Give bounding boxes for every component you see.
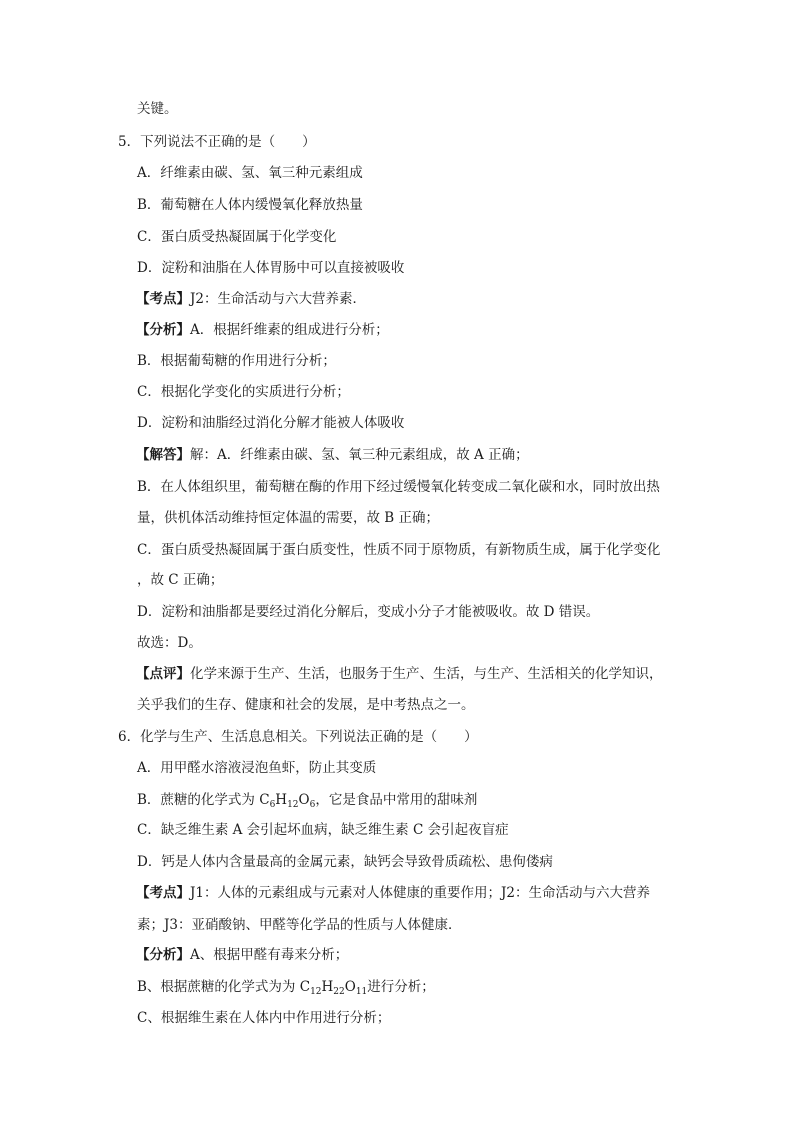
kaodian-line — [136, 883, 650, 903]
question-5-option-a: A．纤维素由碳、氢、氧三种元素组成 — [137, 165, 363, 181]
fenxi-tag: 【分析】 — [136, 947, 190, 963]
kaodian-continued: 素；J3：亚硝酸钠、甲醛等化学品的性质与人体健康． — [137, 917, 462, 933]
kaodian-line — [136, 289, 366, 309]
text-line: 关键。 — [137, 101, 178, 117]
fenxi-text: A、根据甲醛有毒来分析； — [190, 947, 349, 963]
answer-choice: 故选：D。 — [137, 635, 202, 651]
dianping-line — [136, 664, 663, 684]
analysis-line: C．根据化学变化的实质进行分析； — [137, 384, 350, 400]
chemical-formula-glucose: $C_6H_{12}O_6$ — [259, 792, 316, 810]
dianping-text: 化学来源于生产、生活，也服务于生产、生活，与生产、生活相关的化学知识， — [190, 666, 663, 682]
question-5-option-b: B．葡萄糖在人体内缓慢氧化释放热量 — [137, 197, 363, 213]
answer-line: 量，供机体活动维持恒定体温的需要，故 B 正确； — [137, 510, 440, 526]
question-5-option-c: C．蛋白质受热凝固属于化学变化 — [137, 229, 337, 245]
analysis-line: C、根据维生素在人体内中作用进行分析； — [137, 1010, 391, 1026]
fenxi-line — [136, 945, 348, 965]
kaodian-tag: 【考点】 — [136, 291, 190, 307]
fenxi-tag: 【分析】 — [136, 322, 190, 338]
answer-line: C．蛋白质受热凝固属于蛋白质变性，性质不同于原物质，有新物质生成，属于化学变化 — [137, 542, 661, 558]
question-5-option-d: D．淀粉和油脂在人体胃肠中可以直接被吸收 — [137, 260, 405, 276]
fenxi-text: A．根据纤维素的组成进行分析； — [190, 322, 389, 338]
kaodian-text: J1：人体的元素组成与元素对人体健康的重要作用；J2：生命活动与六大营养 — [190, 885, 651, 901]
question-6-option-d: D．钙是人体内含量最高的金属元素，缺钙会导致骨质疏松、患佝偻病 — [137, 854, 553, 870]
analysis-line: D．淀粉和油脂经过消化分解才能被人体吸收 — [137, 415, 405, 431]
jieda-line — [136, 445, 529, 465]
answer-line: D．淀粉和油脂都是要经过消化分解后，变成小分子才能被吸收。故 D 错误。 — [137, 604, 600, 620]
question-6-stem: 6．化学与生产、生活息息相关。下列说法正确的是（ ） — [118, 729, 478, 745]
comment-line: 关乎我们的生存、健康和社会的发展，是中考热点之一。 — [137, 697, 475, 713]
question-6-option-c: C．缺乏维生素 A 会引起坏血病，缺乏维生素 C 会引起夜盲症 — [137, 822, 509, 838]
analysis-line: B、根据蔗糖的化学式为为 $C_{12}H_{22}O_{11}$进行分析； — [137, 979, 435, 997]
analysis-line: B．根据葡萄糖的作用进行分析； — [137, 353, 336, 369]
answer-line: ，故 C 正确； — [137, 572, 224, 588]
question-5-stem: 5．下列说法不正确的是（ ） — [118, 134, 316, 150]
answer-line: B．在人体组织里，葡萄糖在酶的作用下经过缓慢氧化转变成二氧化碳和水，同时放出热 — [137, 479, 660, 495]
kaodian-text: J2：生命活动与六大营养素． — [190, 291, 367, 307]
question-6-option-a: A．用甲醛水溶液浸泡鱼虾，防止其变质 — [137, 760, 377, 776]
fenxi-line — [136, 320, 389, 340]
chemical-formula-sucrose: $C_{12}H_{22}O_{11}$ — [299, 979, 368, 997]
question-6-option-b: B．蔗糖的化学式为 $C_6H_{12}O_6$，它是食品中常用的甜味剂 — [137, 792, 478, 810]
jieda-tag: 【解答】 — [136, 447, 190, 463]
kaodian-tag: 【考点】 — [136, 885, 190, 901]
dianping-tag: 【点评】 — [136, 666, 190, 682]
jieda-text: 解：A．纤维素由碳、氢、氧三种元素组成，故 A 正确； — [190, 447, 529, 463]
